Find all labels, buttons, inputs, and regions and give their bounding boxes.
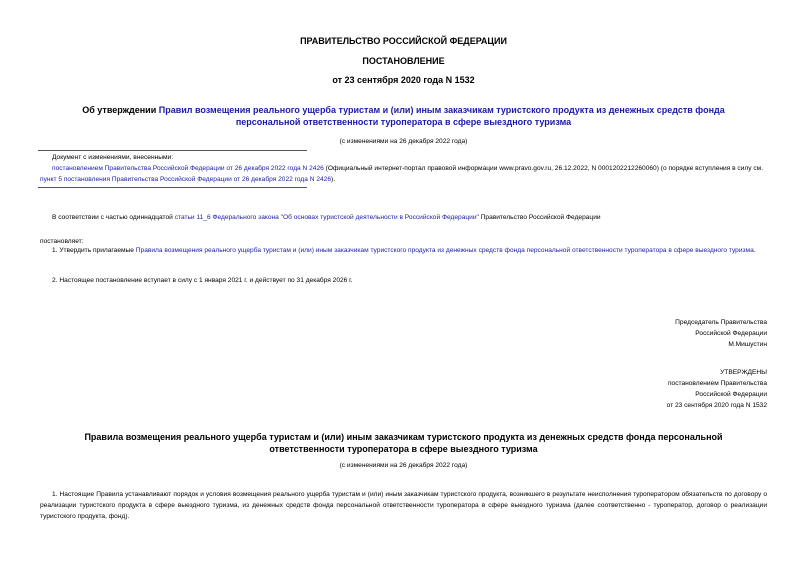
amendment-clause-link[interactable]: пункт 5 постановления Правительства Российской Федерации от 26 декабря 2022 года N 2426: [40, 176, 331, 183]
document-type: ПОСТАНОВЛЕНИЕ: [362, 56, 445, 66]
approval-line-1: УТВЕРЖДЕНЫ: [720, 369, 767, 376]
amendments-heading: Документ с изменениями, внесенными:: [52, 154, 174, 161]
signature-name: М.Мишустин: [728, 341, 767, 348]
amendments-text: [40, 163, 767, 185]
decides-label: постановляет:: [40, 238, 84, 245]
approval-line-3: Российской Федерации: [695, 391, 767, 398]
approval-line-4: от 23 сентября 2020 года N 1532: [666, 402, 767, 409]
changes-note: (с изменениями на 26 декабря 2022 года): [339, 138, 468, 145]
signature-block: [675, 317, 767, 350]
item-2: 2. Настоящее постановление вступает в силу с 1 января 2021 г. и действует по 31 декабря 2026 г.: [52, 277, 353, 284]
rules-changes-note: (с изменениями на 26 декабря 2022 года): [339, 462, 468, 469]
approval-line-2: постановлением Правительства: [667, 380, 767, 387]
signature-country: Российской Федерации: [695, 330, 767, 337]
item-1-suffix: .: [753, 247, 756, 254]
document-date-number: от 23 сентября 2020 года N 1532: [332, 75, 475, 85]
item-1-prefix: 1. Утвердить прилагаемые: [52, 247, 136, 254]
amendments-bottom-divider: [38, 187, 307, 188]
rules-title: Правила возмещения реального ущерба туристам и (или) иным заказчикам туристского продукта из денежных средств фонда персональной ответственности туроператора в сфере выездного туризма: [84, 432, 723, 454]
title-prefix: Об утверждении: [82, 105, 159, 115]
government-heading: ПРАВИТЕЛЬСТВО РОССИЙСКОЙ ФЕДЕРАЦИИ: [300, 36, 507, 46]
amendment-decree-link[interactable]: постановлением Правительства Российской Федерации от 26 декабря 2022 года N 2426: [52, 165, 324, 172]
amendments-top-divider: [38, 150, 307, 151]
federal-law-link[interactable]: статьи 11_6 Федерального закона "Об основах туристской деятельности в Российской Федерации": [174, 214, 479, 221]
item-1: [40, 245, 767, 256]
preamble: [52, 212, 601, 223]
document-title: [52, 104, 755, 128]
approval-stamp: [667, 367, 767, 411]
rules-item-1: 1. Настоящие Правила устанавливают порядок и условия возмещения реального ущерба туристам и (или) иным заказчикам туристского продукта, возникшего в результате неисполнения туроператором обязательств по договору о реализации туристского продукта в сфере выездного туризма, из денежных средств фонда персональной ответственности туроператора в сфере выездного туризма (далее соответственно - туроператор, договор о реализации туристского продукта, фонд).: [40, 491, 767, 520]
amendment-source-text: (Официальный интернет-портал правовой информации www.pravo.gov.ru, 26.12.2022, N 0001202212260060) (о порядке вступления в силу см.: [323, 165, 764, 172]
preamble-prefix: В соответствии с частью одиннадцатой: [52, 214, 175, 221]
preamble-suffix: Правительство Российской Федерации: [478, 214, 601, 221]
title-rules-link[interactable]: Правил возмещения реального ущерба туристам и (или) иным заказчикам туристского продукта из денежных средств фонда персональной ответственности туроператора в сфере выездного туризма: [158, 105, 725, 127]
amendment-closing: ).: [331, 176, 336, 183]
signature-position: Председатель Правительства: [675, 319, 767, 326]
item-1-rules-link[interactable]: Правила возмещения реального ущерба туристам и (или) иным заказчикам туристского продукта из денежных средств фонда персональной ответственности туроператора в сфере выездного туризма: [135, 247, 754, 254]
